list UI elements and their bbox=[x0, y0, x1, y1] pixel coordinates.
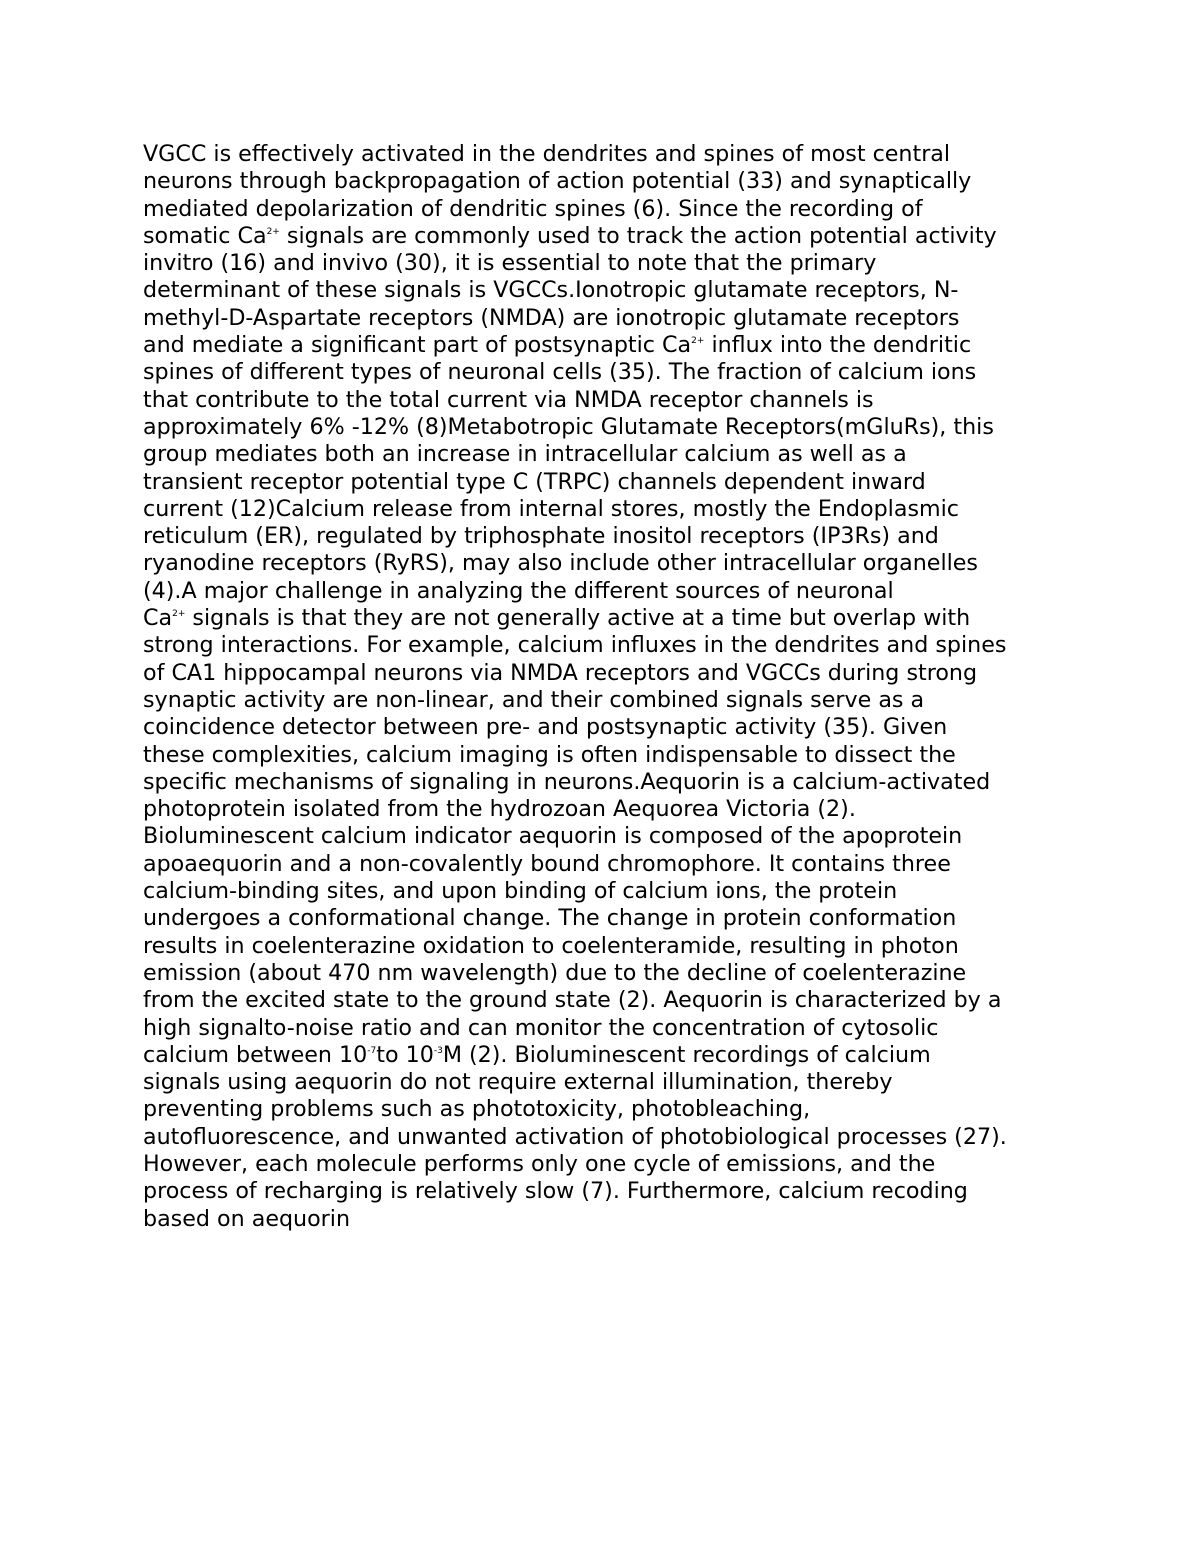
text-segment: somatic Ca bbox=[143, 222, 267, 249]
text-segment: that contribute to the total current via NMDA receptor channels is bbox=[143, 386, 874, 413]
text-line bbox=[143, 687, 1083, 714]
text-line bbox=[143, 496, 1083, 523]
text-line bbox=[143, 141, 1083, 168]
text-line bbox=[143, 196, 1083, 223]
text-line bbox=[143, 523, 1083, 550]
text-segment: signals using aequorin do not require external illumination, thereby bbox=[143, 1069, 893, 1096]
text-segment: neurons through backpropagation of action potential (33) and synaptically bbox=[143, 168, 972, 195]
text-segment: process of recharging is relatively slow (7). Furthermore, calcium recoding bbox=[143, 1178, 968, 1205]
text-segment: calcium between 10 bbox=[143, 1041, 368, 1068]
text-line bbox=[143, 550, 1083, 577]
text-line bbox=[143, 851, 1083, 878]
text-segment: reticulum (ER), regulated by triphosphate inositol receptors (IP3Rs) and bbox=[143, 523, 939, 550]
text-line bbox=[143, 1042, 1083, 1069]
text-segment: to 10 bbox=[376, 1041, 434, 1068]
text-line bbox=[143, 414, 1083, 441]
text-line bbox=[143, 1015, 1083, 1042]
text-segment: strong interactions. For example, calcium influxes in the dendrites and spines bbox=[143, 632, 1007, 659]
text-segment: VGCC is effectively activated in the dendrites and spines of most central bbox=[143, 141, 951, 167]
text-line bbox=[143, 578, 1083, 605]
text-segment: preventing problems such as phototoxicity, photobleaching, bbox=[143, 1096, 811, 1123]
text-segment: emission (about 470 nm wavelength) due to the decline of coelenterazine bbox=[143, 959, 967, 986]
text-line bbox=[143, 1069, 1083, 1096]
text-line bbox=[143, 769, 1083, 796]
text-segment: specific mechanisms of signaling in neurons.Aequorin is a calcium-activated bbox=[143, 768, 991, 795]
text-segment: and mediate a significant part of postsynaptic Ca bbox=[143, 332, 692, 359]
text-segment: synaptic activity are non-linear, and their combined signals serve as a bbox=[143, 686, 925, 713]
text-line bbox=[143, 277, 1083, 304]
text-line bbox=[143, 714, 1083, 741]
text-line bbox=[143, 305, 1083, 332]
text-line bbox=[143, 605, 1083, 632]
text-line bbox=[143, 742, 1083, 769]
superscript: -7 bbox=[367, 1045, 377, 1056]
text-line bbox=[143, 987, 1083, 1014]
text-segment: signals are commonly used to track the action potential activity bbox=[279, 222, 997, 249]
text-line bbox=[143, 1151, 1083, 1178]
text-line bbox=[143, 223, 1083, 250]
text-line bbox=[143, 250, 1083, 277]
text-segment: group mediates both an increase in intracellular calcium as well as a bbox=[143, 441, 907, 468]
text-segment: high signalto-noise ratio and can monitor the concentration of cytosolic bbox=[143, 1014, 939, 1041]
text-segment: undergoes a conformational change. The change in protein conformation bbox=[143, 905, 957, 932]
text-segment: signals is that they are not generally active at a time but overlap with bbox=[185, 605, 971, 632]
text-segment: Bioluminescent calcium indicator aequorin is composed of the apoprotein bbox=[143, 823, 963, 850]
text-segment: apoaequorin and a non-covalently bound chromophore. It contains three bbox=[143, 850, 951, 877]
text-segment: approximately 6% -12% (8)Metabotropic Glutamate Receptors(mGluRs), this bbox=[143, 413, 994, 440]
text-segment: M (2). Bioluminescent recordings of calcium bbox=[442, 1041, 931, 1068]
text-line bbox=[143, 441, 1083, 468]
superscript: 2+ bbox=[691, 336, 705, 347]
text-line bbox=[143, 359, 1083, 386]
text-segment: Ca bbox=[143, 605, 173, 632]
text-line bbox=[143, 1096, 1083, 1123]
text-line bbox=[143, 960, 1083, 987]
text-line bbox=[143, 168, 1083, 195]
text-segment: calcium-binding sites, and upon binding of calcium ions, the protein bbox=[143, 878, 898, 905]
text-segment: However, each molecule performs only one cycle of emissions, and the bbox=[143, 1150, 936, 1177]
text-segment: of CA1 hippocampal neurons via NMDA receptors and VGCCs during strong bbox=[143, 659, 978, 686]
text-line bbox=[143, 660, 1083, 687]
text-segment: influx into the dendritic bbox=[704, 332, 972, 359]
text-segment: ryanodine receptors (RyRS), may also include other intracellular organelles bbox=[143, 550, 978, 577]
text-line bbox=[143, 332, 1083, 359]
text-line bbox=[143, 387, 1083, 414]
superscript: -3 bbox=[433, 1045, 443, 1056]
text-line bbox=[143, 469, 1083, 496]
text-segment: photoprotein isolated from the hydrozoan Aequorea Victoria (2). bbox=[143, 796, 856, 823]
text-segment: determinant of these signals is VGCCs.Ionotropic glutamate receptors, N- bbox=[143, 277, 959, 304]
text-segment: (4).A major challenge in analyzing the different sources of neuronal bbox=[143, 577, 894, 604]
text-line bbox=[143, 905, 1083, 932]
text-segment: invitro (16) and invivo (30), it is essential to note that the primary bbox=[143, 250, 877, 277]
text-segment: based on aequorin bbox=[143, 1205, 351, 1232]
text-segment: results in coelenterazine oxidation to coelenteramide, resulting in photon bbox=[143, 932, 959, 959]
text-segment: current (12)Calcium release from internal stores, mostly the Endoplasmic bbox=[143, 495, 959, 522]
text-line bbox=[143, 1124, 1083, 1151]
text-line bbox=[143, 933, 1083, 960]
text-segment: coincidence detector between pre- and postsynaptic activity (35). Given bbox=[143, 714, 948, 741]
text-segment: these complexities, calcium imaging is often indispensable to dissect the bbox=[143, 741, 956, 768]
text-line bbox=[143, 823, 1083, 850]
text-segment: autofluorescence, and unwanted activation of photobiological processes (27). bbox=[143, 1123, 1007, 1150]
text-line bbox=[143, 796, 1083, 823]
text-segment: from the excited state to the ground state (2). Aequorin is characterized by a bbox=[143, 987, 1002, 1014]
text-line bbox=[143, 1206, 1083, 1233]
text-segment: mediated depolarization of dendritic spines (6). Since the recording of bbox=[143, 195, 923, 222]
text-segment: transient receptor potential type C (TRPC) channels dependent inward bbox=[143, 468, 926, 495]
body-paragraph bbox=[143, 141, 1083, 1233]
superscript: 2+ bbox=[172, 609, 186, 620]
text-line bbox=[143, 878, 1083, 905]
text-segment: methyl-D-Aspartate receptors (NMDA) are ionotropic glutamate receptors bbox=[143, 304, 960, 331]
text-line bbox=[143, 1178, 1083, 1205]
superscript: 2+ bbox=[266, 226, 280, 237]
text-segment: spines of different types of neuronal cells (35). The fraction of calcium ions bbox=[143, 359, 977, 386]
text-line bbox=[143, 632, 1083, 659]
